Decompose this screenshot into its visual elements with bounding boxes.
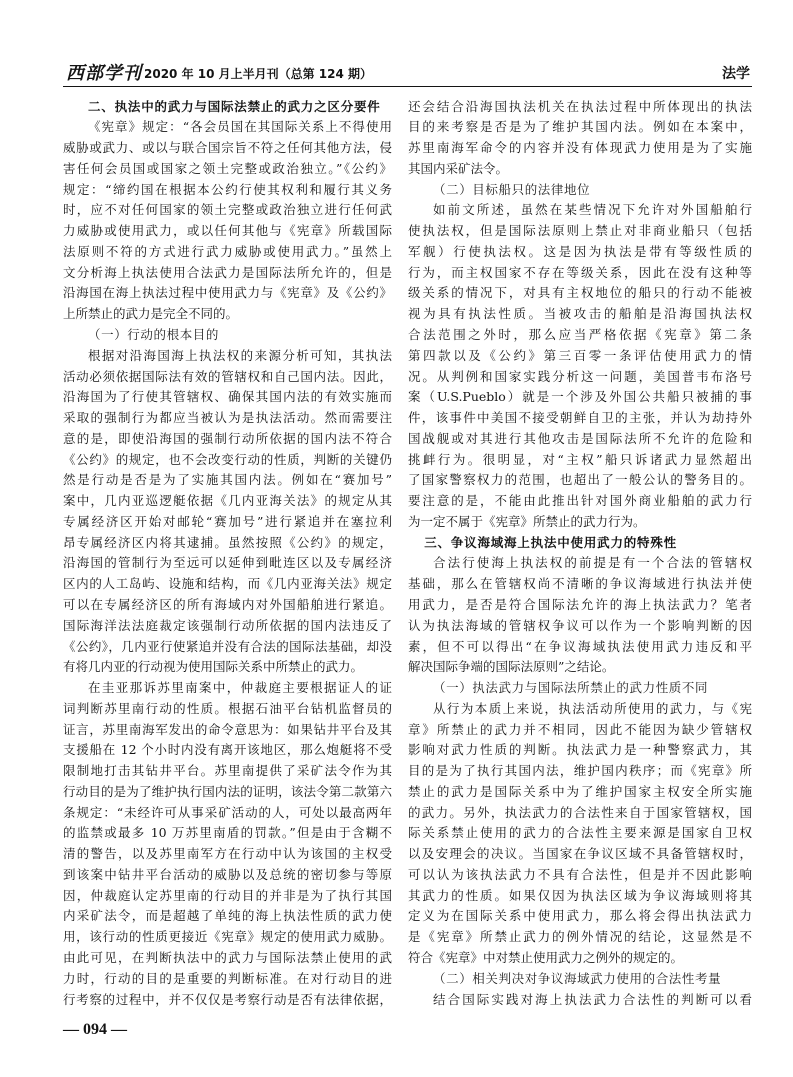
text-line: 文分析海上执法使用合法武力是国际法所允许的，但是 <box>63 264 392 280</box>
text-line: 解决国际争端的国际法原则”之结论。 <box>408 659 615 675</box>
text-line: 从行为本质上来说，执法活动所使用的武力，与《宪 <box>433 700 752 716</box>
text-line: 证言，苏里南海军发出的命令意思为：如果钻井平台及其 <box>63 721 392 737</box>
text-line: 然是行动是否是为了实施其国内法。例如在“赛加号” <box>63 472 392 488</box>
paragraph <box>63 678 392 1010</box>
right-column <box>408 97 752 1011</box>
text-line: 行为，而主权国家不存在等级关系，因此在没有这种等 <box>408 264 752 280</box>
section-heading <box>63 97 392 118</box>
text-line: 合法行使海上执法权的前提是有一个合法的管辖权 <box>433 555 752 571</box>
text-line: 苏里南海军命令的内容并没有体现武力使用是为了实施 <box>408 140 752 156</box>
text-line: 威胁或武力、或以与联合国宗旨不符之任何其他方法，侵 <box>63 140 392 156</box>
text-line: 其武力的性质。如果仅因为执法区域为争议海域则将其 <box>408 887 752 903</box>
text-line: 沿海国为了行使其管辖权、确保其国内法的有效实施而 <box>63 389 392 405</box>
text-line: 国际海洋法法庭裁定该强制行动所依据的国内法违反了 <box>63 617 392 633</box>
text-line: 因，仲裁庭认定苏里南的行动目的并非是为了执行其国 <box>63 887 392 903</box>
text-line: 军舰）行使执法权。这是因为执法是带有等级性质的 <box>408 243 752 259</box>
text-line: 了国家警察权力的范围，也超出了一般公认的警务目的。 <box>408 472 752 488</box>
text-line: 支援船在 12 个小时内没有离开该地区，那么炮艇将不受 <box>63 742 392 758</box>
text-line: 的武力。另外，执法武力的合法性来自于国家管辖权，国 <box>408 804 752 820</box>
header-rule <box>63 86 752 87</box>
text-line: 采取的强制行为都应当被认为是执法活动。然而需要注 <box>63 410 392 426</box>
text-line: 规定：“缔约国在根据本公约行使其权利和履行其义务 <box>63 181 392 197</box>
text-line: 章》所禁止的武力并不相同，因此不能因为缺少管辖权 <box>408 721 752 737</box>
text-line: 符合《宪章》中对禁止使用武力之例外的规定的。 <box>408 949 684 965</box>
paragraph <box>408 553 752 678</box>
text-line: 沿海国的管制行为至远可以延伸到毗连区以及专属经济 <box>63 555 392 571</box>
text-line: 内采矿法令，而是超越了单纯的海上执法性质的武力使 <box>63 908 392 924</box>
text-line: 际关系禁止使用的武力的合法性主要来源是国家自卫权 <box>408 825 752 841</box>
text-line: 害任何会员国或国家之领土完整或政治独立。”《公约》 <box>63 160 392 176</box>
text-line: 认为执法海域的管辖权争议可以作为一个影响判断的因 <box>408 617 752 633</box>
paragraph <box>408 699 752 969</box>
text-line: 上所禁止的武力是完全不同的。 <box>63 306 239 322</box>
text-line: 用武力，是否是符合国际法允许的海上执法武力？笔者 <box>408 596 752 612</box>
subheading-text: （二）目标船只的法律地位 <box>433 181 591 197</box>
text-line: 《宪章》规定：“各会员国在其国际关系上不得使用 <box>88 119 392 135</box>
text-line: 要注意的是，不能由此推出针对国外商业船舶的武力行 <box>408 493 752 509</box>
text-line: 可以在专属经济区的所有海域内对外国船舶进行紧追。 <box>63 596 392 612</box>
text-line: 时，应不对任何国家的领土完整或政治独立进行任何武 <box>63 202 392 218</box>
text-line: 根据对沿海国海上执法权的来源分析可知，其执法 <box>88 347 392 363</box>
text-line: 是《宪章》所禁止武力的例外情况的结论，这显然是不 <box>408 929 752 945</box>
text-line: 力时，行动的目的是重要的判断标准。在对行动目的进 <box>63 970 392 986</box>
text-line: 力威胁或使用武力，或以任何其他与《宪章》所载国际 <box>63 223 392 239</box>
text-line: 基础，那么在管辖权尚不清晰的争议海域进行执法并使 <box>408 576 752 592</box>
text-line: 意的是，即使沿海国的强制行动所依据的国内法不符合 <box>63 430 392 446</box>
subheading-text: （一）执法武力与国际法所禁止的武力性质不同 <box>433 680 709 696</box>
text-line: 如前文所述，虽然在某些情况下允许对外国船舶行 <box>433 202 752 218</box>
text-line: 视为具有执法性质。当被攻击的船舶是沿海国执法权 <box>408 306 752 322</box>
paragraph <box>408 97 752 180</box>
text-line: 案（U.S.Pueblo）就是一个涉及外国公共船只被捕的事 <box>408 389 752 405</box>
issue-info: 2020 年 10 月上半月刊（总第 124 期） <box>144 67 373 81</box>
text-line: 行动目的是为了维护执行国内法的证明，该法令第二款第六 <box>63 783 392 799</box>
subsection-heading <box>408 180 752 201</box>
text-line: 用，该行动的性质更接近《宪章》规定的使用武力威胁。 <box>63 929 392 945</box>
text-line: 禁止的武力是国际关系中为了维护国家主权安全所实施 <box>408 783 752 799</box>
text-line: 昂专属经济区内将其逮捕。虽然按照《公约》的规定， <box>63 534 392 550</box>
text-line: 沿海国在海上执法过程中使用武力与《宪章》及《公约》 <box>63 285 392 301</box>
subsection-heading <box>63 325 392 346</box>
text-line: 有将几内亚的行动视为使用国际关系中所禁止的武力。 <box>63 659 364 675</box>
text-line: 况。从判例和国家实践分析这一问题，美国普韦布洛号 <box>408 368 752 384</box>
section-heading <box>408 533 752 554</box>
text-line: 使执法权，但是国际法原则上禁止对非商业船只（包括 <box>408 223 752 239</box>
text-line: 区内的人工岛屿、设施和结构，而《几内亚海关法》规定 <box>63 576 392 592</box>
paragraph <box>408 200 752 532</box>
text-line: 结合国际实践对海上执法武力合法性的判断可以看 <box>433 991 752 1007</box>
journal-logo: 西部学刊 <box>66 63 142 83</box>
page-number: — 094 — <box>63 1021 127 1038</box>
heading-text: 三、争议海域海上执法中使用武力的特殊性 <box>424 534 677 550</box>
text-line: 案中，几内亚巡逻艇依据《几内亚海关法》的规定从其 <box>63 493 392 509</box>
text-line: 目的来考察是否是为了维护其国内法。例如在本案中， <box>408 119 752 135</box>
text-line: 法原则不符的方式进行武力威胁或使用武力。”虽然上 <box>63 243 392 259</box>
text-line: 到该案中钻井平台活动的威胁以及总统的密切参与等原 <box>63 866 392 882</box>
text-line: 素，但不可以得出“在争议海域执法使用武力违反和平 <box>408 638 752 654</box>
text-line: 《公约》，几内亚行使紧追并没有合法的国际法基础，却没 <box>63 638 392 654</box>
text-line: 国战舰或对其进行其他攻击是国际法所不允许的危险和 <box>408 430 752 446</box>
paragraph <box>63 117 392 325</box>
text-line: 专属经济区开始对邮轮“赛加号”进行紧追并在塞拉利 <box>63 513 392 529</box>
subheading-text: （一）行动的根本目的 <box>88 327 220 343</box>
section-label: 法学 <box>722 66 750 82</box>
text-line: 条规定：“未经许可从事采矿活动的人，可处以最高两年 <box>63 804 392 820</box>
left-column <box>63 97 392 1011</box>
running-header <box>66 60 750 84</box>
paragraph <box>408 990 752 1011</box>
text-line: 影响对武力性质的判断。执法武力是一种警察武力，其 <box>408 742 752 758</box>
paragraph <box>63 346 392 678</box>
text-line: 在圭亚那诉苏里南案中，仲裁庭主要根据证人的证 <box>88 680 392 696</box>
text-line: 级关系的情况下，对具有主权地位的船只的行动不能被 <box>408 285 752 301</box>
text-line: 清的警告，以及苏里南军方在行动中认为该国的主权受 <box>63 846 392 862</box>
text-line: 限制地打击其钻井平台。苏里南提供了采矿法令作为其 <box>63 763 392 779</box>
text-line: 其国内采矿法令。 <box>408 160 509 176</box>
text-line: 以及安理会的决议。当国家在争议区域不具备管辖权时， <box>408 846 752 862</box>
text-line: 第四款以及《公约》第三百零一条评估使用武力的情 <box>408 347 752 363</box>
subheading-text: （二）相关判决对争议海域武力使用的合法性考量 <box>433 970 722 986</box>
subsection-heading <box>408 969 752 990</box>
subsection-heading <box>408 678 752 699</box>
text-line: 目的是为了执行其国内法，维护国内秩序；而《宪章》所 <box>408 763 752 779</box>
text-line: 还会结合沿海国执法机关在执法过程中所体现出的执法 <box>408 98 752 114</box>
text-line: 行考察的过程中，并不仅仅是考察行动是否有法律依据， <box>63 991 392 1007</box>
text-line: 《公约》的规定，也不会改变行动的性质，判断的关键仍 <box>63 451 392 467</box>
text-line: 挑衅行为。很明显，对“主权”船只诉诸武力显然超出 <box>408 451 752 467</box>
heading-text: 二、执法中的武力与国际法禁止的武力之区分要件 <box>88 98 381 114</box>
text-line: 定义为在国际关系中使用武力，那么将会得出执法武力 <box>408 908 752 924</box>
text-line: 可以认为该执法武力不具有合法性，但是并不因此影响 <box>408 866 752 882</box>
text-line: 为一定不属于《宪章》所禁止的武力行为。 <box>408 513 646 529</box>
text-line: 的监禁或最多 10 万苏里南盾的罚款。”但是由于含糊不 <box>63 825 392 841</box>
text-line: 活动必须依据国际法有效的管辖权和自己国内法。因此， <box>63 368 392 384</box>
text-line: 合法范围之外时，那么应当严格依据《宪章》第二条 <box>408 327 752 343</box>
text-line: 词判断苏里南行动的性质。根据石油平台钻机监督员的 <box>63 700 392 716</box>
text-line: 由此可见，在判断执法中的武力与国际法禁止使用的武 <box>63 949 392 965</box>
text-line: 件，该事件中美国不接受朝鲜自卫的主张，并认为劫持外 <box>408 410 752 426</box>
